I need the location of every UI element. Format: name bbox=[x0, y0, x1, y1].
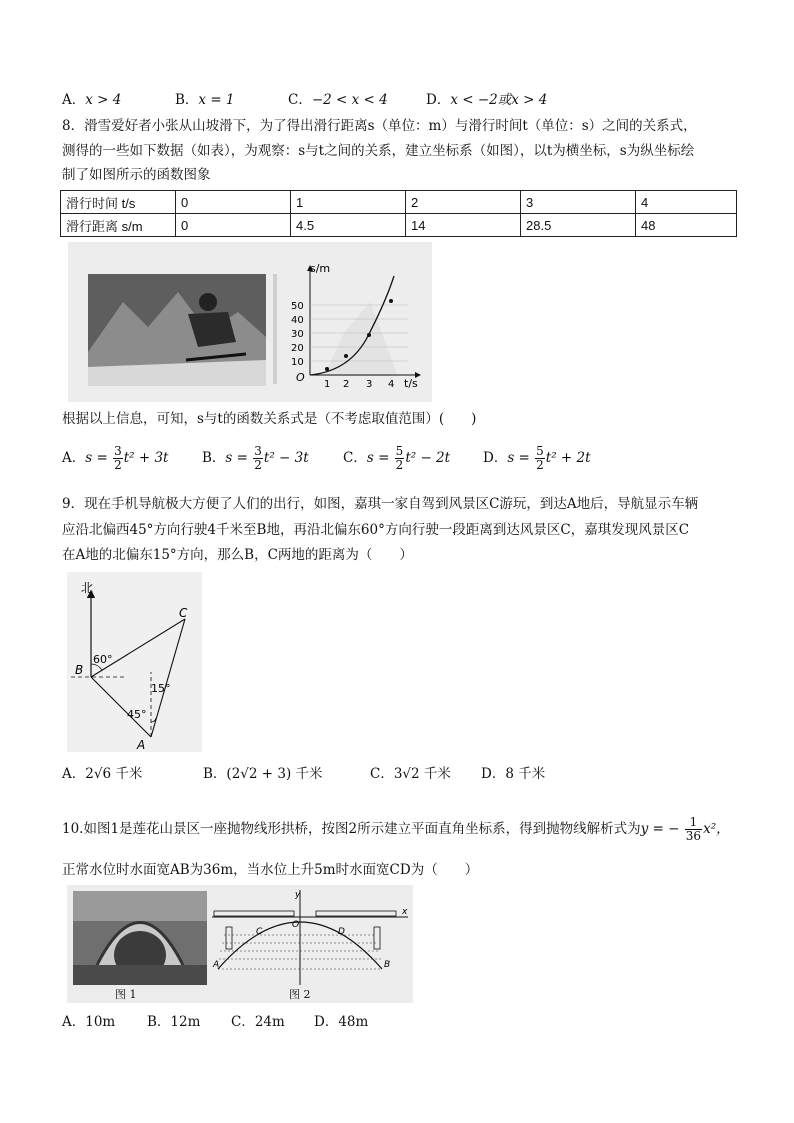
q8-question: 根据以上信息，可知，s与t的函数关系式是（不考虑取值范围）( ) bbox=[62, 411, 477, 427]
fraction-den: 2 bbox=[114, 458, 122, 472]
fraction-num: 1 bbox=[685, 816, 702, 830]
table-cell: 4.5 bbox=[291, 214, 406, 237]
data-point bbox=[325, 367, 329, 371]
option-letter: C． bbox=[370, 766, 394, 782]
data-point bbox=[344, 354, 348, 358]
fraction bbox=[253, 445, 263, 472]
q7-option-a bbox=[62, 90, 121, 110]
option-letter: C． bbox=[231, 1014, 255, 1030]
option-letter: D． bbox=[481, 766, 506, 782]
q10-stem-line-2: 正常水位时水面宽AB为36m，当水位上升5m时水面宽CD为（ ） bbox=[62, 862, 479, 878]
y-tick: 10 bbox=[291, 357, 304, 368]
q9-direction-diagram bbox=[67, 572, 202, 752]
table-row-label: 滑行距离 s/m bbox=[61, 214, 176, 237]
formula-prefix: y = − bbox=[640, 821, 680, 837]
y-axis-label: y bbox=[295, 890, 301, 900]
q9-stem-line-3: 在A地的北偏东15°方向，那么B，C两地的距离为（ ） bbox=[62, 547, 413, 563]
option-suffix: t² + 3t bbox=[123, 450, 169, 466]
q8-option-d bbox=[483, 445, 591, 472]
fraction bbox=[535, 445, 545, 472]
option-text: 8 千米 bbox=[505, 766, 546, 782]
q7-option-a-letter: A． bbox=[62, 92, 86, 108]
q7-option-d-letter: D． bbox=[426, 92, 451, 108]
q9-option-a bbox=[62, 764, 142, 784]
data-point bbox=[367, 333, 371, 337]
q9-option-d bbox=[481, 764, 545, 784]
y-tick: 50 bbox=[291, 301, 304, 312]
fraction-den: 36 bbox=[685, 829, 702, 843]
option-suffix: t² − 3t bbox=[263, 450, 309, 466]
q7-option-b-letter: B． bbox=[175, 92, 199, 108]
x-tick: 4 bbox=[388, 379, 395, 390]
fraction-num: 5 bbox=[536, 444, 544, 458]
point-a-label: A bbox=[213, 960, 220, 970]
formula-suffix: x²， bbox=[703, 821, 730, 837]
point-c-label: C bbox=[179, 606, 188, 620]
q8-stem-line-3: 制了如图所示的函数图象 bbox=[62, 167, 211, 183]
fig1-caption: 图 1 bbox=[115, 988, 137, 1001]
fraction bbox=[395, 445, 405, 472]
q8-option-b bbox=[202, 445, 309, 472]
option-text: (2√2 + 3) 千米 bbox=[226, 766, 323, 782]
q7-option-d bbox=[426, 90, 547, 110]
x-tick: 3 bbox=[366, 379, 373, 390]
table-cell: 14 bbox=[406, 214, 521, 237]
fig2-caption: 图 2 bbox=[289, 988, 311, 1001]
q7-option-c-letter: C． bbox=[288, 92, 312, 108]
y-tick: 40 bbox=[291, 315, 304, 326]
north-label: 北 bbox=[81, 581, 94, 595]
angle-60-label: 60° bbox=[93, 653, 113, 666]
table-cell: 0 bbox=[176, 214, 291, 237]
fraction bbox=[113, 445, 123, 472]
option-suffix: t² − 2t bbox=[405, 450, 451, 466]
option-letter: D． bbox=[314, 1014, 339, 1030]
table-cell: 3 bbox=[521, 191, 636, 214]
q10-stem-text: 10.如图1是莲花山景区一座抛物线形拱桥，按图2所示建立平面直角坐标系，得到抛物线解析式为 bbox=[62, 821, 641, 837]
fraction-num: 3 bbox=[114, 444, 122, 458]
option-letter: A． bbox=[62, 766, 86, 782]
point-c-label: C bbox=[256, 927, 263, 937]
q9-option-c bbox=[370, 764, 451, 784]
option-prefix: s = bbox=[225, 450, 248, 466]
y-tick: 20 bbox=[291, 343, 304, 354]
angle-45-label: 45° bbox=[127, 708, 147, 721]
option-text: 10m bbox=[85, 1014, 116, 1030]
option-letter: C． bbox=[343, 450, 367, 466]
q10-option-a bbox=[62, 1012, 115, 1032]
origin-label: O bbox=[292, 920, 300, 930]
table-cell: 28.5 bbox=[521, 214, 636, 237]
option-letter: A． bbox=[62, 450, 86, 466]
q9-stem-line-2: 应沿北偏西45°方向行驶4千米至B地，再沿北偏东60°方向行驶一段距离到达风景区C，嘉琪发现风景区C bbox=[62, 522, 690, 538]
q9-option-b bbox=[203, 764, 323, 784]
x-axis-label: x bbox=[402, 907, 408, 917]
table-cell: 48 bbox=[636, 214, 737, 237]
option-prefix: s = bbox=[366, 450, 390, 466]
point-a-label: A bbox=[137, 738, 146, 752]
option-suffix: t² + 2t bbox=[545, 450, 591, 466]
option-prefix: s = bbox=[85, 450, 108, 466]
q7-option-a-text: x > 4 bbox=[85, 92, 122, 108]
option-text: 3√2 千米 bbox=[393, 766, 451, 782]
table-cell: 1 bbox=[291, 191, 406, 214]
point-b-label: B bbox=[75, 663, 84, 677]
point-d-label: D bbox=[338, 927, 345, 937]
option-letter: A． bbox=[62, 1014, 86, 1030]
q10-stem-line-1 bbox=[62, 816, 730, 843]
q7-option-b-text: x = 1 bbox=[198, 92, 235, 108]
option-letter: D． bbox=[483, 450, 508, 466]
data-point bbox=[389, 299, 393, 303]
angle-15-label: 15° bbox=[151, 682, 171, 695]
option-text: 2√6 千米 bbox=[85, 766, 143, 782]
fraction-den: 2 bbox=[395, 458, 404, 472]
table-cell: 0 bbox=[176, 191, 291, 214]
q8-function-graph bbox=[280, 258, 430, 403]
q7-option-c bbox=[288, 90, 388, 110]
q9-stem-line-1: 9．现在手机导航极大方便了人们的出行，如图，嘉琪一家自驾到风景区C游玩，到达A地后，导航显示车辆 bbox=[62, 496, 699, 512]
q7-option-b bbox=[175, 90, 235, 110]
origin-label: O bbox=[296, 371, 305, 384]
option-letter: B． bbox=[203, 766, 227, 782]
fraction-num: 3 bbox=[254, 444, 262, 458]
fraction bbox=[685, 816, 702, 843]
q8-stem-line-2: 测得的一些如下数据（如表），为观察：s与t之间的关系，建立坐标系（如图），以t为横坐标，s为纵坐标绘 bbox=[62, 143, 695, 159]
q8-option-c bbox=[343, 445, 450, 472]
q8-data-table bbox=[60, 190, 737, 237]
table-row bbox=[61, 191, 737, 214]
q8-option-a bbox=[62, 445, 168, 472]
y-axis-label: s/m bbox=[310, 262, 331, 275]
x-tick: 2 bbox=[343, 379, 350, 390]
q7-option-c-text: −2 < x < 4 bbox=[311, 92, 388, 108]
x-tick: 1 bbox=[324, 379, 331, 390]
y-tick: 30 bbox=[291, 329, 304, 340]
table-row-label: 滑行时间 t/s bbox=[61, 191, 176, 214]
option-prefix: s = bbox=[507, 450, 530, 466]
option-letter: B． bbox=[147, 1014, 171, 1030]
q8-stem-line-1: 8．滑雪爱好者小张从山坡滑下，为了得出滑行距离s（单位：m）与滑行时间t（单位：s）之间的关系式， bbox=[62, 118, 697, 134]
q10-option-c bbox=[231, 1012, 285, 1032]
table-cell: 4 bbox=[636, 191, 737, 214]
fraction-num: 5 bbox=[395, 444, 404, 458]
q10-option-d bbox=[314, 1012, 368, 1032]
fraction-den: 2 bbox=[254, 458, 262, 472]
q10-bridge-diagram bbox=[212, 887, 412, 987]
option-text: 48m bbox=[338, 1014, 369, 1030]
table-row bbox=[61, 214, 737, 237]
q10-option-b bbox=[147, 1012, 200, 1032]
table-cell: 2 bbox=[406, 191, 521, 214]
option-text: 12m bbox=[170, 1014, 201, 1030]
fraction-den: 2 bbox=[536, 458, 544, 472]
x-axis-label: t/s bbox=[404, 377, 418, 390]
point-b-label: B bbox=[384, 960, 391, 970]
option-text: 24m bbox=[254, 1014, 285, 1030]
option-letter: B． bbox=[202, 450, 226, 466]
q7-option-d-text: x < −2或x > 4 bbox=[450, 92, 548, 108]
